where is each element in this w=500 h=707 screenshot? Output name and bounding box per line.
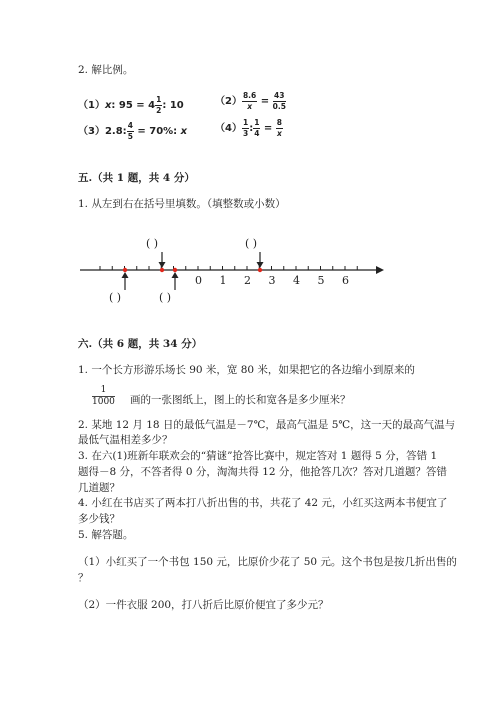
- tick-label-0: 0: [195, 274, 202, 287]
- sec6-q4-line1: 4. 小红在书店买了两本打八折出售的书，共花了 42 元，小红买这两本书便宜了: [78, 497, 448, 509]
- down-arrowhead-1: [159, 262, 166, 268]
- red-point-1: [123, 268, 127, 272]
- answer-blank-top-2[interactable]: ( ): [245, 237, 258, 250]
- proportion-2: （2） $\frac{8.6}{x}$ = $\frac{43}{0.5}$: [215, 91, 286, 111]
- red-point-4: [258, 268, 262, 272]
- sec6-q5-title: 5. 解答题。: [78, 529, 134, 541]
- tick-label-1: 1: [219, 274, 227, 287]
- up-arrowhead-1: [122, 272, 129, 278]
- q2-title: 2. 解比例。: [78, 64, 134, 76]
- section-5-heading: 五.（共 1 题，共 4 分）: [78, 172, 195, 184]
- number-line-arrowhead: [376, 266, 384, 274]
- down-arrowhead-2: [257, 262, 264, 268]
- tick-label-4: 4: [293, 274, 300, 287]
- up-arrowhead-2: [172, 272, 179, 278]
- sec6-q3-line2: 题得－8 分，不答者得 0 分，淘淘共得 12 分，他抢答几次？答对几道题？答错: [78, 466, 447, 478]
- sec6-q5-1-line2: ？: [78, 572, 89, 584]
- answer-blank-top-1[interactable]: ( ): [146, 237, 159, 250]
- answer-blank-bottom-2[interactable]: ( ): [159, 291, 172, 304]
- proportion-1: （1）x: 95 = 4 $\frac{1}{2}$ : 10: [78, 95, 184, 115]
- tick-label-3: 3: [268, 274, 276, 287]
- sec6-q1-line1: 1. 一个长方形游乐场长 90 米，宽 80 米，如果把它的各边缩小到原来的: [78, 364, 415, 376]
- tick-label-2: 2: [244, 274, 251, 287]
- sec6-q3-line3: 几道题？: [78, 482, 120, 494]
- sec6-q1-line2: 画的一张图纸上，图上的长和宽各是多少厘米？: [130, 394, 351, 406]
- sec5-q1-text: 1. 从左到右在括号里填数。（填整数或小数）: [78, 198, 286, 210]
- sec6-q2-line1: 2. 某地 12 月 18 日的最低气温是－7℃，最高气温是 5℃，这一天的最高气温与: [78, 419, 456, 431]
- sec6-q5-1-line1: （1）小红买了一个书包 150 元，比原价少花了 50 元。这个书包是按几折出售的: [78, 556, 457, 568]
- scale-fraction: $\frac{1}{1000}$: [92, 385, 115, 407]
- section-6-heading: 六.（共 6 题，共 34 分）: [78, 338, 203, 350]
- sec6-q3-line1: 3. 在六(1)班新年联欢会的“猜谜”抢答比赛中，规定答对 1 题得 5 分，答错 1: [78, 450, 438, 462]
- sec6-q2-line2: 最低气温相差多少？: [78, 434, 173, 446]
- proportion-3: （3）2.8: $\frac{4}{5}$ = 70%: x: [78, 121, 188, 141]
- proportion-4: （4） $\frac{1}{3}$ : $\frac{1}{4}$ = $\frac{8}{x}$: [215, 118, 282, 138]
- sec6-q4-line2: 多少钱？: [78, 513, 120, 525]
- answer-blank-bottom-1[interactable]: ( ): [109, 291, 122, 304]
- tick-label-5: 5: [317, 274, 325, 287]
- sec6-q5-2: （2）一件衣服 200，打八折后比原价便宜了多少元？: [78, 599, 329, 611]
- red-point-2: [160, 268, 164, 272]
- red-point-3: [173, 268, 177, 272]
- tick-label-6: 6: [342, 274, 349, 287]
